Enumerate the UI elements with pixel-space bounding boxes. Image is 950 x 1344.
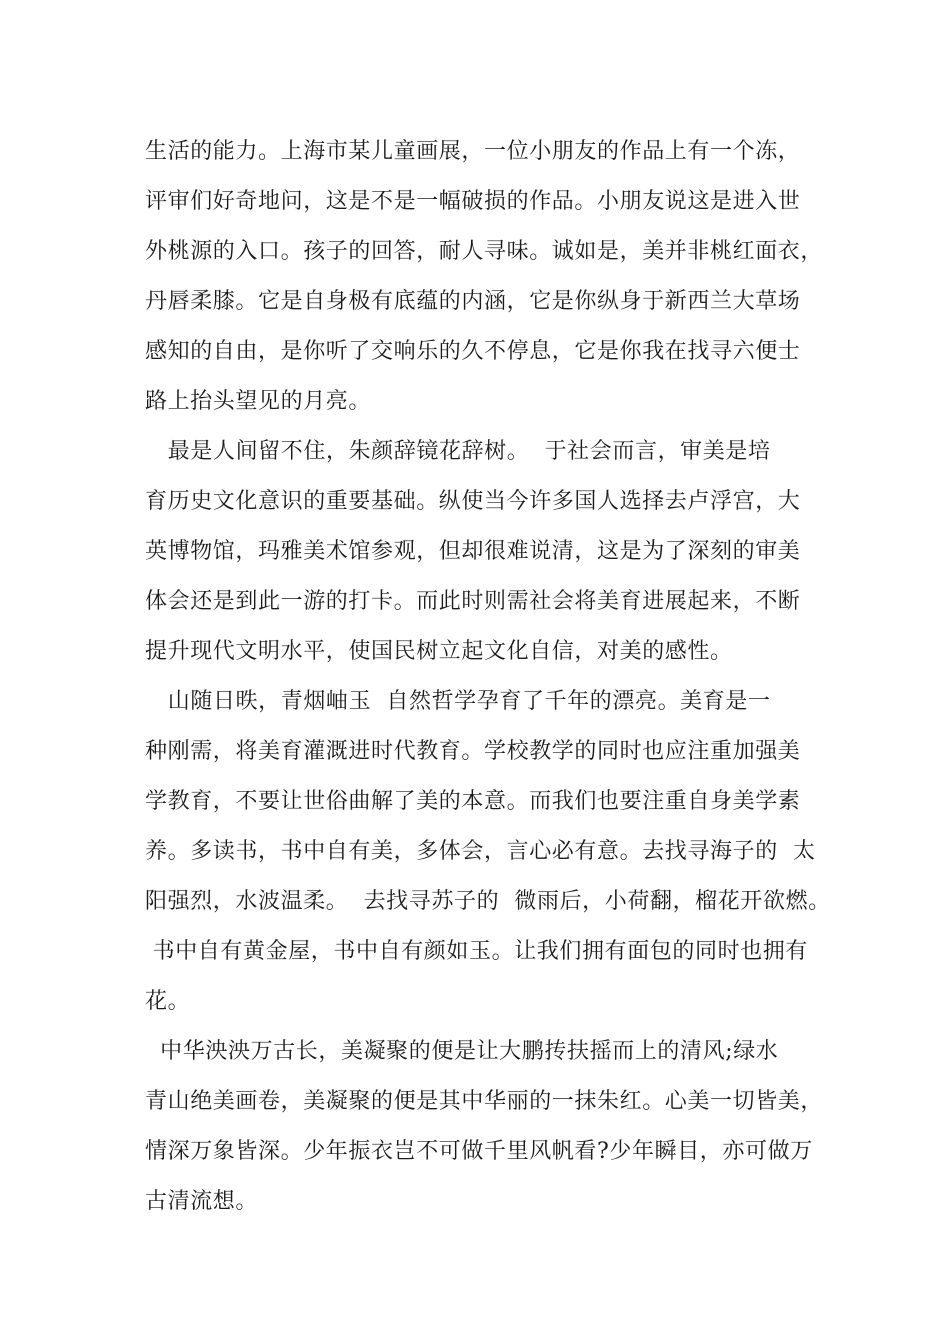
text-line-13: 种刚需，将美育灌溉进时代教育。学校教学的同时也应注重加强美 (145, 739, 801, 764)
text-line-4: 丹唇柔膝。它是自身极有底蕴的内涵，它是你纵身于新西兰大草场 (145, 289, 801, 314)
text-line-3: 外桃源的入口。孩子的回答，耐人寻味。诚如是，美并非桃红面衣， (145, 239, 824, 264)
text-line-2: 评审们好奇地问，这是不是一幅破损的作品。小朋友说这是进入世 (145, 189, 801, 214)
text-line-17: 书中自有黄金屋，书中自有颜如玉。让我们拥有面包的同时也拥有 (145, 939, 808, 964)
text-line-19: 中华泱泱万古长，美凝聚的便是让大鹏抟扶摇而上的清风;绿水 (145, 1039, 779, 1064)
text-line-5: 感知的自由，是你听了交响乐的久不停息，它是你我在找寻六便士 (145, 339, 801, 364)
text-line-22: 古清流想。 (145, 1189, 259, 1214)
text-line-11: 提升现代文明水平，使国民树立起文化自信，对美的感性。 (145, 639, 733, 664)
text-line-18: 花。 (145, 989, 191, 1014)
text-line-14: 学教育，不要让世俗曲解了美的本意。而我们也要注重自身美学素 (145, 789, 801, 814)
text-line-7: 最是人间留不住，朱颜辞镜花辞树。 于社会而言，审美是培 (145, 439, 771, 464)
text-line-10: 体会还是到此一游的打卡。而此时则需社会将美育进展起来，不断 (145, 589, 801, 614)
text-line-1: 生活的能力。上海市某儿童画展，一位小朋友的作品上有一个冻， (145, 139, 801, 164)
text-line-15: 养。多读书，书中自有美，多体会，言心必有意。去找寻海子的 太 (145, 839, 816, 864)
text-line-9: 英博物馆，玛雅美术馆参观，但却很难说清，这是为了深刻的审美 (145, 539, 801, 564)
text-line-20: 青山绝美画卷，美凝聚的便是其中华丽的一抹朱红。心美一切皆美， (145, 1089, 824, 1114)
text-line-8: 育历史文化意识的重要基础。纵使当今许多国人选择去卢浮宫，大 (145, 489, 801, 514)
text-line-21: 情深万象皆深。少年振衣岂不可做千里风帆看?少年瞬目，亦可做万 (145, 1139, 813, 1164)
text-line-12: 山随日昳，青烟岫玉 自然哲学孕育了千年的漂亮。美育是一 (145, 689, 771, 714)
text-line-6: 路上抬头望见的月亮。 (145, 389, 372, 414)
text-line-16: 阳强烈，水波温柔。 去找寻苏子的 微雨后，小荷翻，榴花开欲燃。 (145, 889, 831, 914)
